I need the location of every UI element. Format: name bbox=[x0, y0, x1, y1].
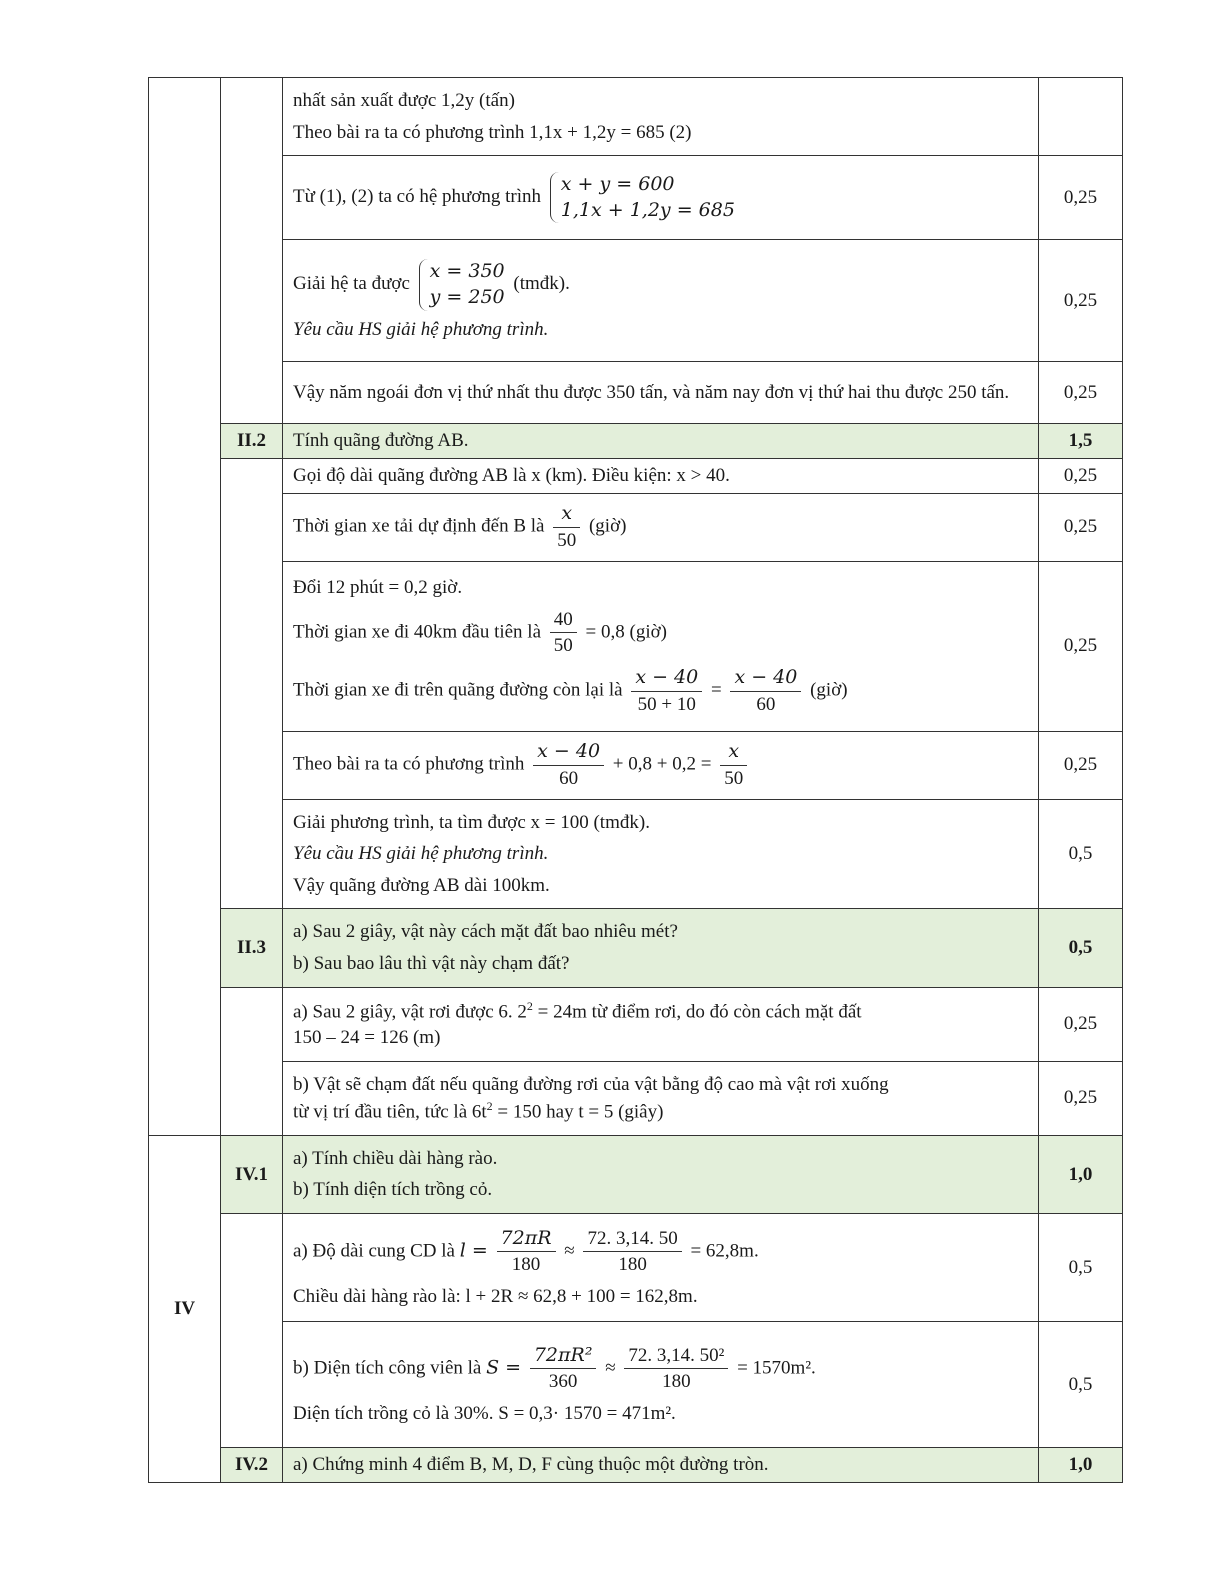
content-line: 150 – 24 = 126 (m) bbox=[293, 1026, 441, 1048]
table-row bbox=[149, 1061, 1123, 1135]
content-cell bbox=[283, 799, 1039, 909]
content-cell: a) Chứng minh 4 điểm B, M, D, F cùng thuộc một đường tròn. bbox=[283, 1448, 1039, 1483]
fraction bbox=[624, 1343, 728, 1395]
score-cell: 0,25 bbox=[1039, 561, 1123, 731]
score-cell: 0,25 bbox=[1039, 362, 1123, 424]
score-cell: 0,25 bbox=[1039, 156, 1123, 240]
table-row bbox=[149, 561, 1123, 731]
content-line: Giải phương trình, ta tìm được x = 100 (tmđk). bbox=[293, 811, 650, 833]
denominator: 180 bbox=[511, 1254, 541, 1276]
score-cell: 0,25 bbox=[1039, 1061, 1123, 1135]
brace bbox=[550, 172, 559, 223]
denominator: 50 bbox=[724, 767, 744, 789]
content-text: (giờ) bbox=[810, 679, 848, 701]
content-text: = 150 hay t = 5 (giây) bbox=[492, 1100, 664, 1122]
score-cell: 0,5 bbox=[1039, 909, 1123, 987]
scoring-table bbox=[148, 77, 1123, 1483]
numerator: x − 40 bbox=[631, 665, 702, 692]
math-text: S = bbox=[486, 1356, 522, 1379]
approx-sign: ≈ bbox=[605, 1357, 616, 1379]
fraction bbox=[553, 501, 580, 553]
answer-table-container bbox=[148, 77, 1098, 1483]
math-text: l = bbox=[459, 1239, 488, 1262]
superscript: 2 bbox=[526, 998, 533, 1013]
content-cell bbox=[283, 156, 1039, 240]
superscript: 2 bbox=[486, 1098, 493, 1113]
content-cell bbox=[283, 1061, 1039, 1135]
content-cell bbox=[283, 78, 1039, 156]
denominator: 180 bbox=[662, 1371, 691, 1393]
equation: x + y = 600 bbox=[560, 173, 675, 196]
content-cell bbox=[283, 240, 1039, 362]
denominator: 50 bbox=[553, 635, 573, 657]
subsection-cell-blank bbox=[221, 458, 283, 909]
content-text: (tmđk). bbox=[513, 273, 570, 295]
approx-sign: ≈ bbox=[564, 1240, 575, 1262]
table-row bbox=[149, 424, 1123, 459]
content-cell: Tính quãng đường AB. bbox=[283, 424, 1039, 459]
denominator: 360 bbox=[548, 1371, 578, 1393]
content-cell bbox=[283, 1322, 1039, 1448]
content-line: Chiều dài hàng rào là: l + 2R ≈ 62,8 + 100 = 162,8m. bbox=[293, 1285, 698, 1307]
table-row bbox=[149, 156, 1123, 240]
content-cell bbox=[283, 1135, 1039, 1213]
table-row bbox=[149, 987, 1123, 1061]
content-text: b) Diện tích công viên là bbox=[293, 1357, 482, 1379]
numerator: x bbox=[720, 739, 747, 766]
table-row bbox=[149, 1448, 1123, 1483]
content-line: Vậy quãng đường AB dài 100km. bbox=[293, 874, 550, 896]
content-cell bbox=[283, 1214, 1039, 1322]
denominator: 50 bbox=[557, 529, 577, 551]
content-text: (giờ) bbox=[588, 515, 627, 537]
content-line: a) Sau 2 giây, vật này cách mặt đất bao nhiêu mét? bbox=[293, 921, 678, 943]
fraction bbox=[530, 1343, 597, 1395]
subsection-code: IV.1 bbox=[221, 1135, 283, 1213]
content-text: Giải hệ ta được bbox=[293, 273, 410, 295]
content-cell bbox=[283, 909, 1039, 987]
subsection-cell-blank bbox=[221, 78, 283, 424]
content-line: a) Tính chiều dài hàng rào. bbox=[293, 1147, 498, 1169]
table-row bbox=[149, 909, 1123, 987]
content-text: a) Độ dài cung CD là bbox=[293, 1240, 455, 1262]
numerator: x − 40 bbox=[730, 665, 801, 692]
numerator: 72. 3,14. 50² bbox=[624, 1343, 728, 1370]
numerator: 40 bbox=[550, 607, 577, 634]
note-text: Yêu cầu HS giải hệ phương trình. bbox=[293, 318, 549, 340]
subsection-cell-blank bbox=[221, 1214, 283, 1448]
equation-system bbox=[550, 172, 735, 223]
content-cell: Vậy năm ngoái đơn vị thứ nhất thu được 350 tấn, và năm nay đơn vị thứ hai thu được 250 tấn. bbox=[283, 362, 1039, 424]
fraction bbox=[730, 665, 801, 717]
numerator: 72. 3,14. 50 bbox=[583, 1226, 681, 1253]
content-text: Theo bài ra ta có phương trình bbox=[293, 753, 525, 775]
subsection-code: II.3 bbox=[221, 909, 283, 987]
fraction bbox=[631, 665, 702, 717]
numerator: x bbox=[553, 501, 580, 528]
score-cell: 0,25 bbox=[1039, 240, 1123, 362]
score-cell: 0,5 bbox=[1039, 799, 1123, 909]
score-cell: 0,25 bbox=[1039, 731, 1123, 799]
score-cell: 0,5 bbox=[1039, 1214, 1123, 1322]
equation: y = 250 bbox=[429, 285, 505, 308]
denominator: 60 bbox=[559, 767, 579, 789]
score-cell: 0,25 bbox=[1039, 458, 1123, 493]
table-row bbox=[149, 458, 1123, 493]
content-line: b) Sau bao lâu thì vật này chạm đất? bbox=[293, 953, 570, 975]
content-text: từ vị trí đầu tiên, tức là 6t bbox=[293, 1100, 487, 1122]
content-cell bbox=[283, 493, 1039, 561]
content-cell: Gọi độ dài quãng đường AB là x (km). Điều kiện: x > 40. bbox=[283, 458, 1039, 493]
denominator: 60 bbox=[756, 693, 776, 715]
brace bbox=[419, 259, 428, 310]
score-cell: 0,25 bbox=[1039, 493, 1123, 561]
content-cell bbox=[283, 561, 1039, 731]
table-row bbox=[149, 731, 1123, 799]
table-row bbox=[149, 799, 1123, 909]
score-cell bbox=[1039, 78, 1123, 156]
content-text: Thời gian xe đi trên quãng đường còn lại là bbox=[293, 679, 623, 701]
table-row bbox=[149, 1322, 1123, 1448]
numerator: 72πR bbox=[497, 1226, 556, 1253]
table-row bbox=[149, 1214, 1123, 1322]
score-cell: 1,0 bbox=[1039, 1135, 1123, 1213]
math-text: = 1570m². bbox=[737, 1357, 816, 1379]
score-cell: 1,5 bbox=[1039, 424, 1123, 459]
content-text: + 0,8 + 0,2 = bbox=[612, 753, 712, 775]
fraction bbox=[497, 1226, 556, 1278]
content-line: nhất sản xuất được 1,2y (tấn) bbox=[293, 90, 515, 111]
content-line: Theo bài ra ta có phương trình 1,1x + 1,2y = 685 (2) bbox=[293, 121, 692, 143]
content-line: b) Vật sẽ chạm đất nếu quãng đường rơi của vật bằng độ cao mà vật rơi xuống bbox=[293, 1073, 889, 1095]
fraction bbox=[583, 1226, 681, 1278]
content-text: Thời gian xe tải dự định đến B là bbox=[293, 515, 545, 537]
subsection-cell-blank bbox=[221, 987, 283, 1135]
math-text: = 62,8m. bbox=[690, 1240, 759, 1262]
numerator: x − 40 bbox=[533, 739, 604, 766]
score-cell: 1,0 bbox=[1039, 1448, 1123, 1483]
content-cell bbox=[283, 987, 1039, 1061]
content-text: a) Sau 2 giây, vật rơi được 6. 2 bbox=[293, 1001, 527, 1023]
table-row bbox=[149, 1135, 1123, 1213]
denominator: 180 bbox=[618, 1254, 647, 1276]
equation: 1,1x + 1,2y = 685 bbox=[560, 198, 735, 221]
table-row bbox=[149, 493, 1123, 561]
section-cell-blank bbox=[149, 78, 221, 1136]
table-row bbox=[149, 240, 1123, 362]
score-cell: 0,25 bbox=[1039, 987, 1123, 1061]
content-cell bbox=[283, 731, 1039, 799]
table-row bbox=[149, 78, 1123, 156]
equation-system bbox=[419, 259, 505, 310]
table-row bbox=[149, 362, 1123, 424]
fraction bbox=[533, 739, 604, 791]
content-text: Từ (1), (2) ta có hệ phương trình bbox=[293, 186, 542, 208]
content-line: b) Tính diện tích trồng cỏ. bbox=[293, 1179, 493, 1201]
denominator: 50 + 10 bbox=[637, 693, 696, 715]
note-text: Yêu cầu HS giải hệ phương trình. bbox=[293, 843, 549, 865]
content-text: = 24m từ điểm rơi, do đó còn cách mặt đất bbox=[532, 1001, 862, 1023]
fraction bbox=[720, 739, 747, 791]
content-text: = 0,8 (giờ) bbox=[585, 621, 667, 643]
fraction bbox=[550, 607, 577, 659]
content-line: Đổi 12 phút = 0,2 giờ. bbox=[293, 576, 463, 598]
equals-sign: = bbox=[710, 679, 722, 701]
numerator: 72πR² bbox=[530, 1343, 597, 1370]
content-text: Thời gian xe đi 40km đầu tiên là bbox=[293, 621, 542, 643]
section-label: IV bbox=[149, 1135, 221, 1482]
subsection-code: II.2 bbox=[221, 424, 283, 459]
subsection-code: IV.2 bbox=[221, 1448, 283, 1483]
score-cell: 0,5 bbox=[1039, 1322, 1123, 1448]
content-line: Diện tích trồng cỏ là 30%. S = 0,3· 1570 = 471m². bbox=[293, 1402, 676, 1424]
equation: x = 350 bbox=[429, 260, 505, 283]
